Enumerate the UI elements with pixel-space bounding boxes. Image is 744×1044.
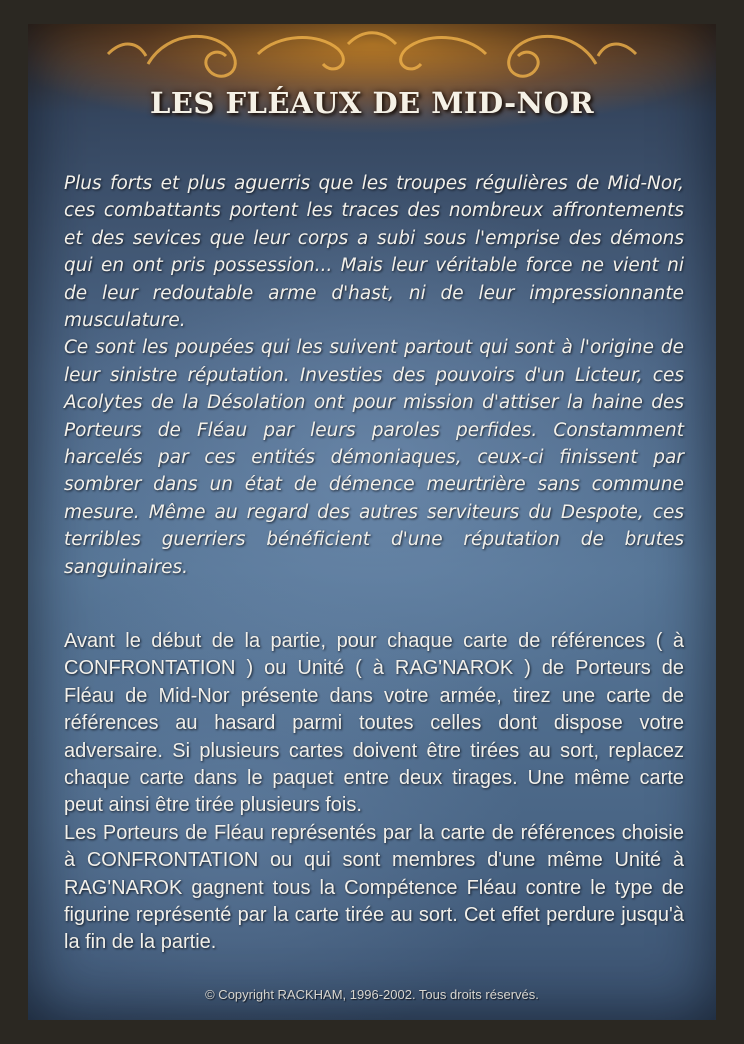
rules-paragraph: Avant le début de la partie, pour chaque carte de références ( à CONFRONTATION ) ou Unité ( à RAG'NAROK ) de Porteurs de Fléau de Mid-Nor présente dans votre armée, tirez une carte de références au hasard parmi toutes celles dont dispose votre adversaire. Si plusieurs cartes doivent être tirées au sort, replacez chaque carte dans le paquet entre deux tirages. Une même carte peut ainsi être tirée plusieurs fois.: [64, 630, 684, 817]
flavor-text: [64, 170, 684, 581]
flavor-paragraph: Plus forts et plus aguerris que les troupes régulières de Mid-Nor, ces combattants portent les traces des nombreux affrontements et des sevices que leur corps a subi sous l'emprise des démons qui en ont pris possession... Mais leur véritable force ne vient ni de leur redoutable arme d'hast, ni de leur impressionnante musculature.: [64, 173, 684, 332]
gold-swirl-ornament-icon: [28, 24, 716, 94]
copyright-notice: © Copyright RACKHAM, 1996-2002. Tous droits réservés.: [205, 987, 539, 1002]
rules-text: [64, 628, 684, 957]
rules-paragraph: Les Porteurs de Fléau représentés par la carte de références choisie à CONFRONTATION ou qui sont membres d'une même Unité à RAG'NAROK gagnent tous la Compétence Fléau contre le type de figurine représenté par la carte tirée au sort. Cet effet perdure jusqu'à la fin de la partie.: [64, 821, 684, 954]
card-title: LES FLÉAUX DE MID-NOR: [149, 86, 595, 120]
flavor-paragraph: Ce sont les poupées qui les suivent partout qui sont à l'origine de leur sinistre réputation. Investies des pouvoirs d'un Licteur, ces Acolytes de la Désolation ont pour mission d'attiser la haine des Porteurs de Fléau par leurs paroles perfides. Constamment harcelés par ces entités démoniaques, ceux-ci finissent par sombrer dans un état de démence meurtrière sans commune mesure. Même au regard des autres serviteurs du Despote, ces terribles guerriers bénéficient d'une réputation de brutes sanguinaires.: [64, 337, 684, 578]
card: [28, 24, 716, 1020]
